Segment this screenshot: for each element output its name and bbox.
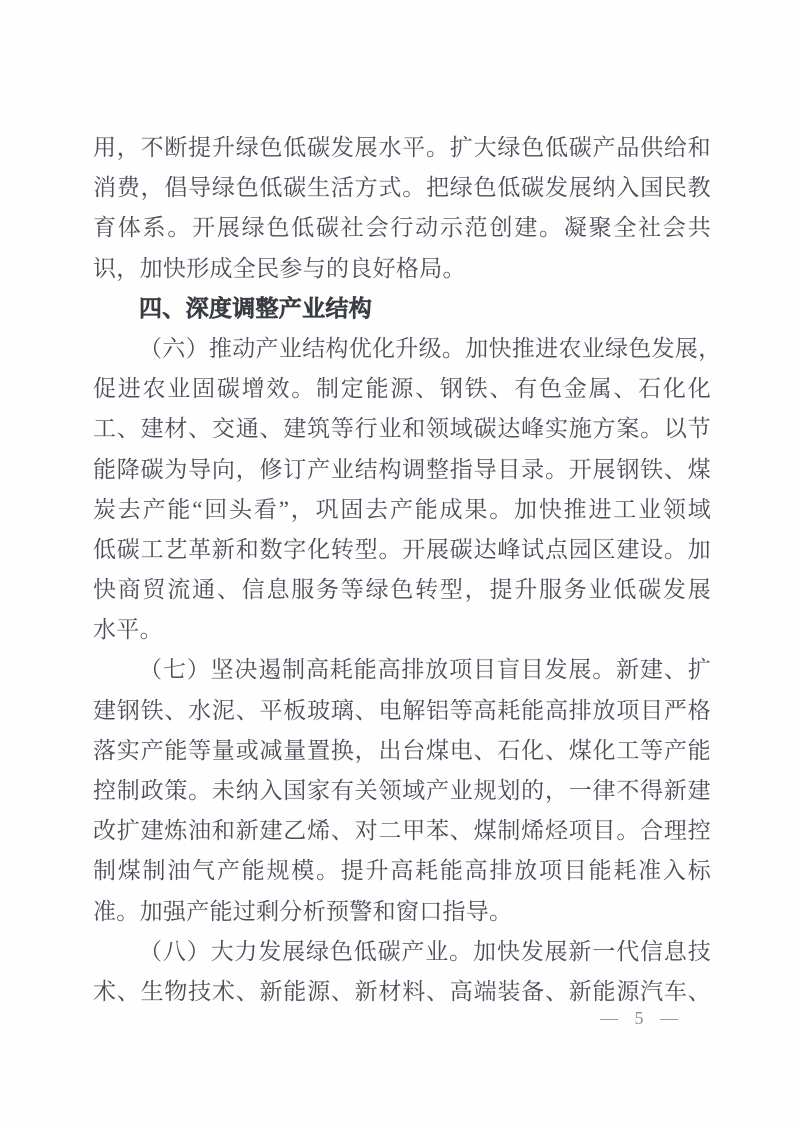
- text-line: 促进农业固碳增效。制定能源、钢铁、有色金属、石化化: [93, 376, 711, 402]
- text-line: 能降碳为导向，修订产业结构调整指导目录。开展钢铁、煤: [93, 456, 711, 482]
- text-line: 识，加快形成全民参与的良好格局。: [93, 255, 466, 281]
- text-block: [93, 128, 722, 1012]
- text-line: 消费，倡导绿色低碳生活方式。把绿色低碳发展纳入国民教: [93, 175, 711, 201]
- text-line: （七）坚决遏制高耗能高排放项目盲目发展。新建、扩: [139, 657, 711, 683]
- text-line: 快商贸流通、信息服务等绿色转型，提升服务业低碳发展: [93, 577, 711, 603]
- text-line: （六）推动产业结构优化升级。加快推进农业绿色发展，: [139, 335, 722, 361]
- text-line: 术、生物技术、新能源、新材料、高端装备、新能源汽车、: [93, 978, 711, 1004]
- text-line: 炭去产能“回头看”，巩固去产能成果。加快推进工业领域: [93, 496, 711, 522]
- text-line: 育体系。开展绿色低碳社会行动示范创建。凝聚全社会共: [93, 215, 711, 241]
- section-heading: 四、深度调整产业结构: [139, 295, 372, 321]
- text-line: 制煤制油气产能规模。提升高耗能高排放项目能耗准入标: [93, 858, 711, 884]
- text-line: 落实产能等量或减量置换，出台煤电、石化、煤化工等产能: [93, 737, 711, 763]
- text-line: 建钢铁、水泥、平板玻璃、电解铝等高耗能高排放项目严格: [93, 697, 711, 723]
- text-line: 低碳工艺革新和数字化转型。开展碳达峰试点园区建设。加: [93, 536, 711, 562]
- text-line: 工、建材、交通、建筑等行业和领域碳达峰实施方案。以节: [93, 416, 711, 442]
- text-line: （八）大力发展绿色低碳产业。加快发展新一代信息技: [139, 938, 711, 964]
- text-line: 用，不断提升绿色低碳发展水平。扩大绿色低碳产品供给和: [93, 135, 711, 160]
- text-line: 水平。: [93, 617, 163, 643]
- text-line: 准。加强产能过剩分析预警和窗口指导。: [93, 898, 513, 924]
- text-line: 改扩建炼油和新建乙烯、对二甲苯、煤制烯烃项目。合理控: [93, 818, 711, 844]
- page-number: — 5 —: [600, 1008, 679, 1028]
- text-line: 控制政策。未纳入国家有关领域产业规划的，一律不得新建: [93, 778, 711, 803]
